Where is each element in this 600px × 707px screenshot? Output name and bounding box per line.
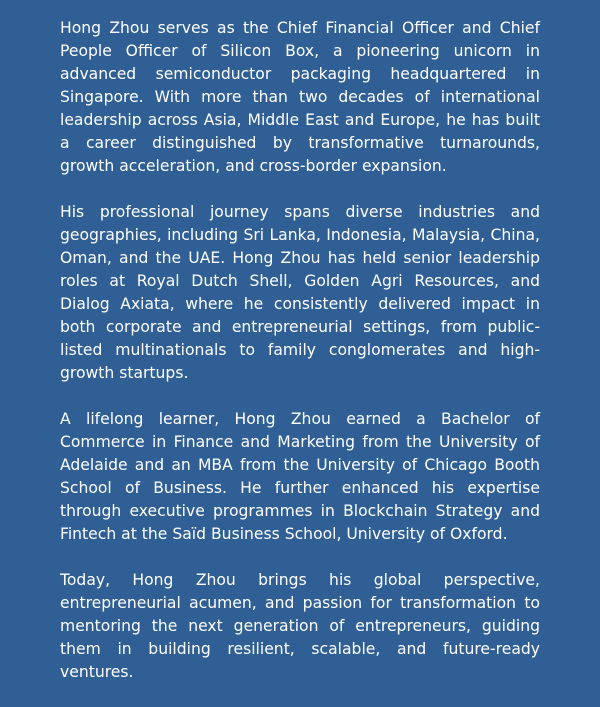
bio-paragraph-role: Hong Zhou serves as the Chief Financial Officer and Chief People Officer of Silicon Box, a pioneering unicorn in advanced semiconductor packaging headquartered in Singapore. With more than two decades of international leadership across Asia, Middle East and Europe, he has built a career distinguished by transformative turnarounds, growth acceleration, and cross-border expansion.: [60, 19, 540, 175]
bio-paragraph-mentoring: Today, Hong Zhou brings his global perspective, entrepreneurial acumen, and passion for transformation to mentoring the next generation of entrepreneurs, guiding them in building resilient, scalable, and future-ready ventures.: [60, 571, 540, 681]
biography-section: [60, 17, 540, 707]
bio-paragraph-education: A lifelong learner, Hong Zhou earned a Bachelor of Commerce in Finance and Marketing from the University of Adelaide and an MBA from the University of Chicago Booth School of Business. He further enhanced his expertise through executive programmes in Blockchain Strategy and Fintech at the Saïd Business School, University of Oxford.: [60, 410, 540, 543]
bio-paragraph-career: His professional journey spans diverse industries and geographies, including Sri Lanka, Indonesia, Malaysia, China, Oman, and the UAE. Hong Zhou has held senior leadership roles at Royal Dutch Shell, Golden Agri Resources, and Dialog Axiata, where he consistently delivered impact in both corporate and entrepreneurial settings, from public-listed multinationals to family conglomerates and high-growth startups.: [60, 203, 540, 382]
